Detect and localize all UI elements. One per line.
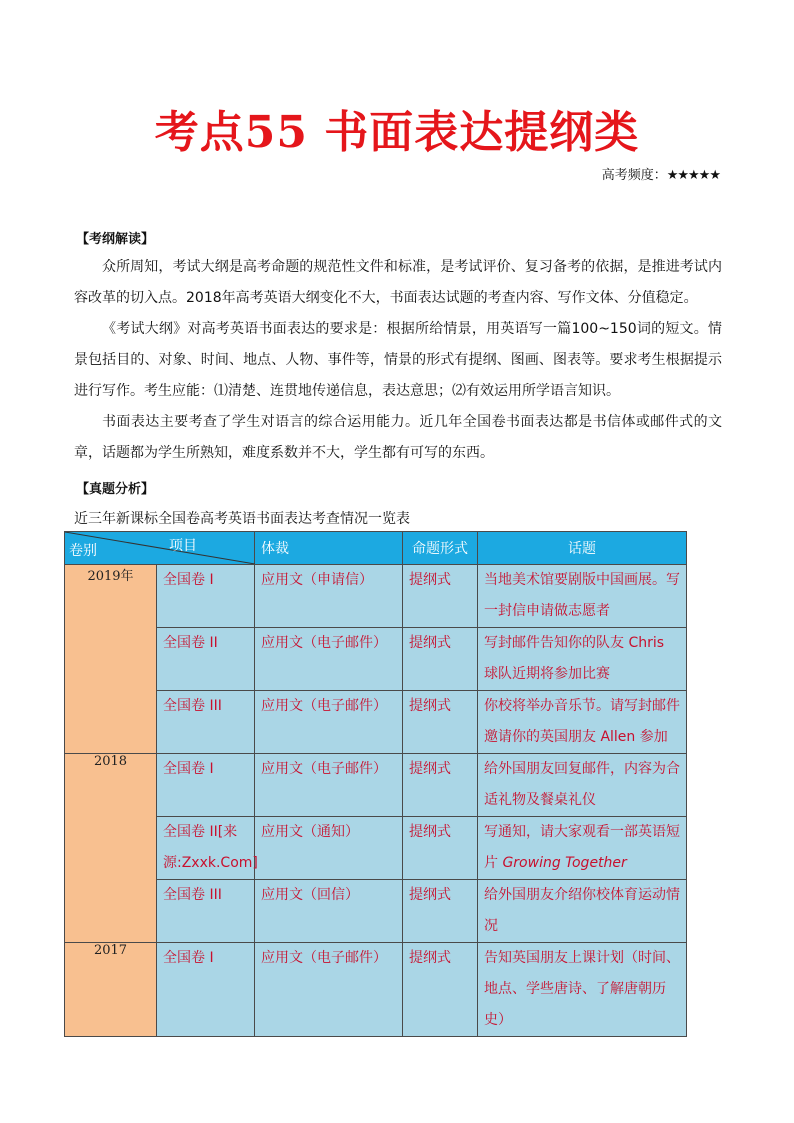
year-cell: 2018	[65, 754, 157, 943]
star-rating-icon: ★★★★★	[666, 168, 720, 183]
table-row	[65, 817, 687, 880]
paper-cell: 全国卷 I	[157, 754, 255, 817]
header-diagonal-cell	[65, 532, 255, 565]
year-cell: 2019年	[65, 565, 157, 754]
genre-cell: 应用文（电子邮件）	[255, 691, 403, 754]
form-cell: 提纲式	[403, 565, 478, 628]
genre-cell: 应用文（申请信）	[255, 565, 403, 628]
paragraph-2: 《考试大纲》对高考英语书面表达的要求是：根据所给情景，用英语写一篇100~150词的短文。情景包括目的、对象、时间、地点、人物、事件等，情景的形式有提纲、图画、图表等。要求考生根据提示进行写作。考生应能：⑴清楚、连贯地传递信息，表达意思；⑵有效运用所学语言知识。	[74, 321, 722, 399]
paper-cell: 全国卷 II[来源:Zxxk.Com]	[157, 817, 255, 880]
header-form: 命题形式	[403, 532, 478, 565]
genre-cell: 应用文（电子邮件）	[255, 943, 403, 1037]
header-year: 卷别	[69, 543, 97, 559]
topic-cell: 给外国朋友回复邮件，内容为合适礼物及餐桌礼仪	[478, 754, 687, 817]
exam-summary-table	[64, 531, 687, 1037]
table-row	[65, 691, 687, 754]
topic-cell: 给外国朋友介绍你校体育运动情况	[478, 880, 687, 943]
table-row	[65, 628, 687, 691]
form-cell: 提纲式	[403, 880, 478, 943]
topic-cell: 你校将举办音乐节。请写封邮件邀请你的英国朋友 Allen 参加	[478, 691, 687, 754]
topic-cell: 当地美术馆要剧版中国画展。写一封信申请做志愿者	[478, 565, 687, 628]
form-cell: 提纲式	[403, 754, 478, 817]
genre-cell: 应用文（通知）	[255, 817, 403, 880]
table-caption: 近三年新课标全国卷高考英语书面表达考查情况一览表	[74, 511, 410, 527]
topic-cell	[478, 817, 687, 880]
paper-cell: 全国卷 I	[157, 943, 255, 1037]
form-cell: 提纲式	[403, 817, 478, 880]
year-cell: 2017	[65, 943, 157, 1037]
section-heading-syllabus: 【考纲解读】	[76, 232, 155, 247]
paper-cell: 全国卷 III	[157, 880, 255, 943]
paragraph-3: 书面表达主要考查了学生对语言的综合运用能力。近几年全国卷书面表达都是书信体或邮件式的文章，话题都为学生所熟知，难度系数并不大，学生都有可写的东西。	[74, 414, 722, 461]
genre-cell: 应用文（电子邮件）	[255, 754, 403, 817]
paragraph-1: 众所周知，考试大纲是高考命题的规范性文件和标准，是考试评价、复习备考的依据，是推进考试内容改革的切入点。2018年高考英语大纲变化不大，书面表达试题的考查内容、写作文体、分值稳定。	[74, 259, 722, 306]
form-cell: 提纲式	[403, 691, 478, 754]
table-row	[65, 754, 687, 817]
topic-cell: 告知英国朋友上课计划（时间、地点、学些唐诗、了解唐朝历史）	[478, 943, 687, 1037]
form-cell: 提纲式	[403, 943, 478, 1037]
header-paper: 项目	[169, 538, 197, 554]
table-header-row	[65, 532, 687, 565]
topic-cell: 写封邮件告知你的队友 Chris 球队近期将参加比赛	[478, 628, 687, 691]
frequency-rating	[602, 164, 720, 183]
table-row	[65, 943, 687, 1037]
film-title: Growing Together	[502, 855, 627, 871]
section-heading-analysis: 【真题分析】	[76, 482, 155, 497]
form-cell: 提纲式	[403, 628, 478, 691]
genre-cell: 应用文（回信）	[255, 880, 403, 943]
paper-cell: 全国卷 I	[157, 565, 255, 628]
paper-cell: 全国卷 II	[157, 628, 255, 691]
frequency-label: 高考频度：	[601, 168, 667, 183]
paper-cell: 全国卷 III	[157, 691, 255, 754]
header-topic: 话题	[478, 532, 687, 565]
table-row	[65, 880, 687, 943]
topic-text: 写通知，请大家观看一部英语短片	[484, 824, 680, 871]
genre-cell: 应用文（电子邮件）	[255, 628, 403, 691]
page-title: 考点55 书面表达提纲类	[154, 107, 640, 158]
table-row	[65, 565, 687, 628]
header-genre: 体裁	[255, 532, 403, 565]
